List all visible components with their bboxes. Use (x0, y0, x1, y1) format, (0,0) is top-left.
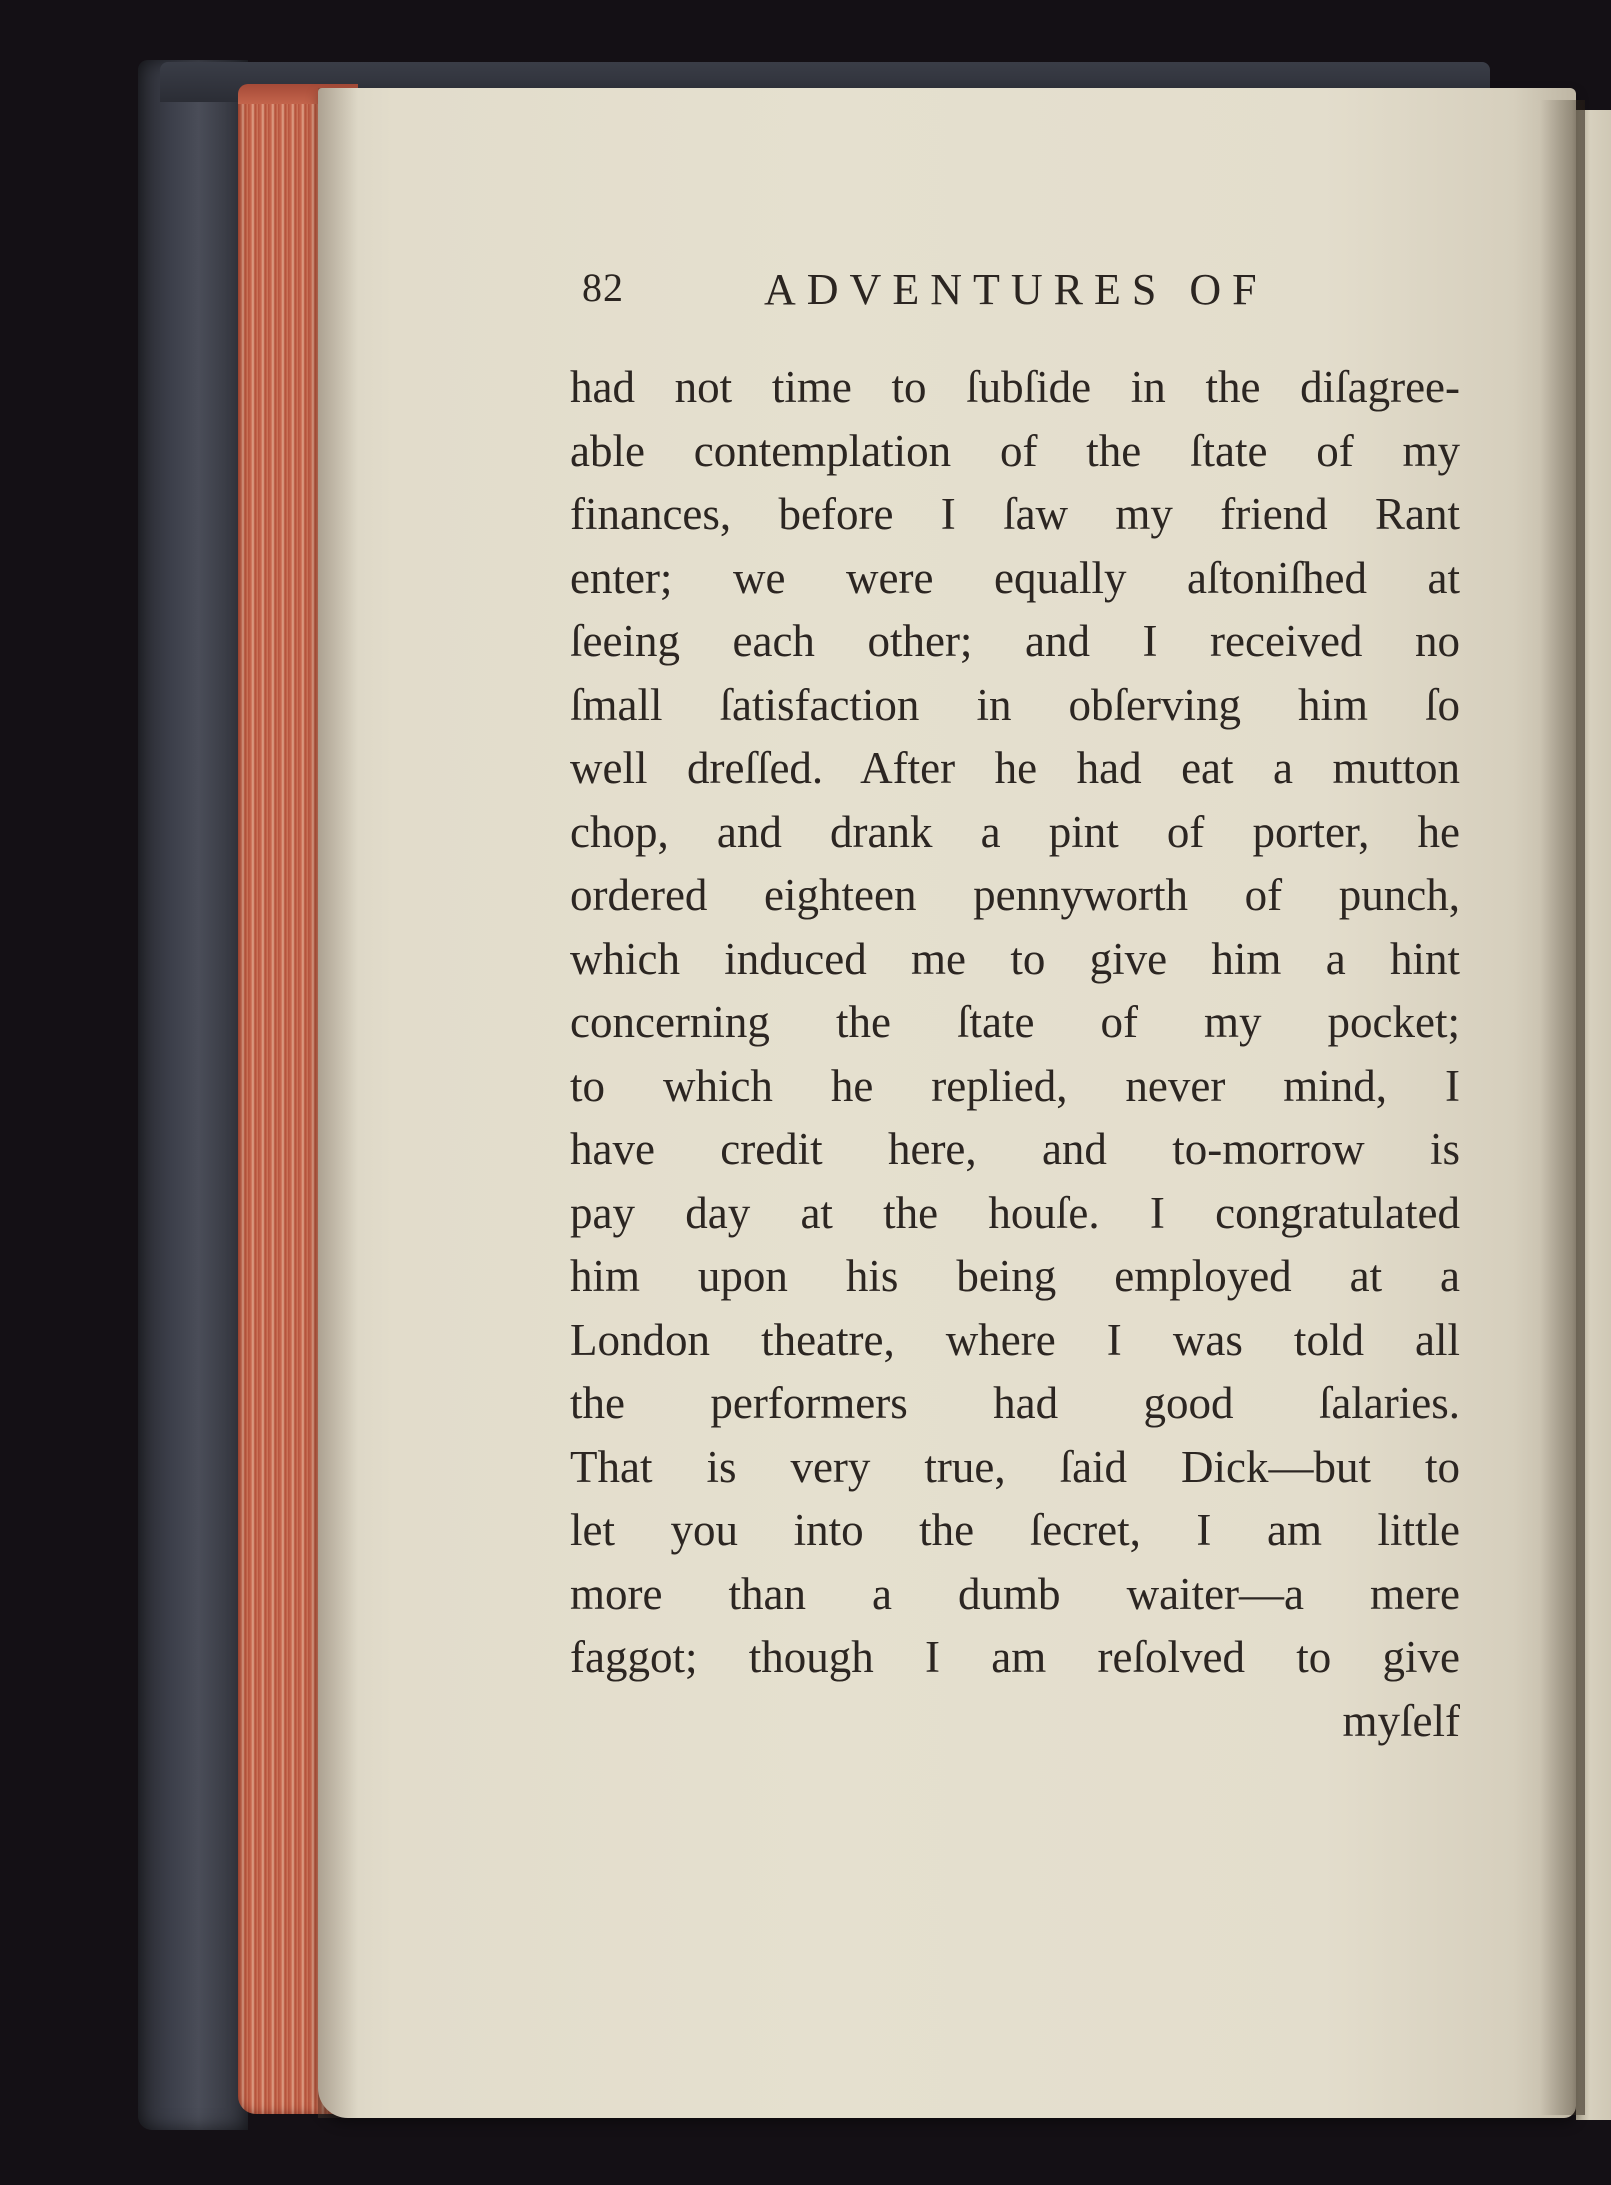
text-line: have credit here, and to-morrow is (570, 1124, 1460, 1174)
text-line: to which he replied, never mind, I (570, 1060, 1460, 1111)
text-line: finances, before I ſaw my friend Rant (570, 489, 1460, 539)
book-cover-board (138, 60, 248, 2130)
text-line: faggot; though I am reſolved to give (570, 1632, 1460, 1682)
body-text (570, 356, 1460, 1753)
text-line: which induced me to give him a hint (570, 933, 1460, 984)
text-line: ſmall ſatisfaction in obſerving him ſo (570, 679, 1460, 730)
text-line: let you into the ſecret, I am little (570, 1505, 1460, 1555)
page-number: 82 (582, 265, 624, 310)
gutter-shadow (1540, 100, 1585, 2115)
text-line: him upon his being employed at a (570, 1251, 1460, 1301)
text-line: ſeeing each other; and I received no (570, 616, 1460, 666)
page-fore-edge-shadow (318, 88, 358, 2118)
text-line: ordered eighteen pennyworth of punch, (570, 870, 1460, 920)
text-line: more than a dumb waiter—a mere (570, 1568, 1460, 1619)
text-line: able contemplation of the ſtate of my (570, 425, 1460, 476)
text-line: concerning the ſtate of my pocket; (570, 997, 1460, 1047)
text-line: had not time to ſubſide in the diſagree- (570, 362, 1460, 412)
text-line: chop, and drank a pint of porter, he (570, 806, 1460, 857)
text-line: the performers had good ſalaries. (570, 1378, 1460, 1428)
text-line: well dreſſed. After he had eat a mutton (570, 743, 1460, 793)
text-line: London theatre, where I was told all (570, 1314, 1460, 1365)
running-head (582, 258, 1342, 328)
text-line: pay day at the houſe. I congratulated (570, 1187, 1460, 1238)
catchword: myſelf (1342, 1695, 1460, 1746)
text-line: That is very true, ſaid Dick—but to (570, 1441, 1460, 1492)
running-title: ADVENTURES OF (764, 265, 1268, 314)
text-line: enter; we were equally aſtoniſhed at (570, 552, 1460, 603)
